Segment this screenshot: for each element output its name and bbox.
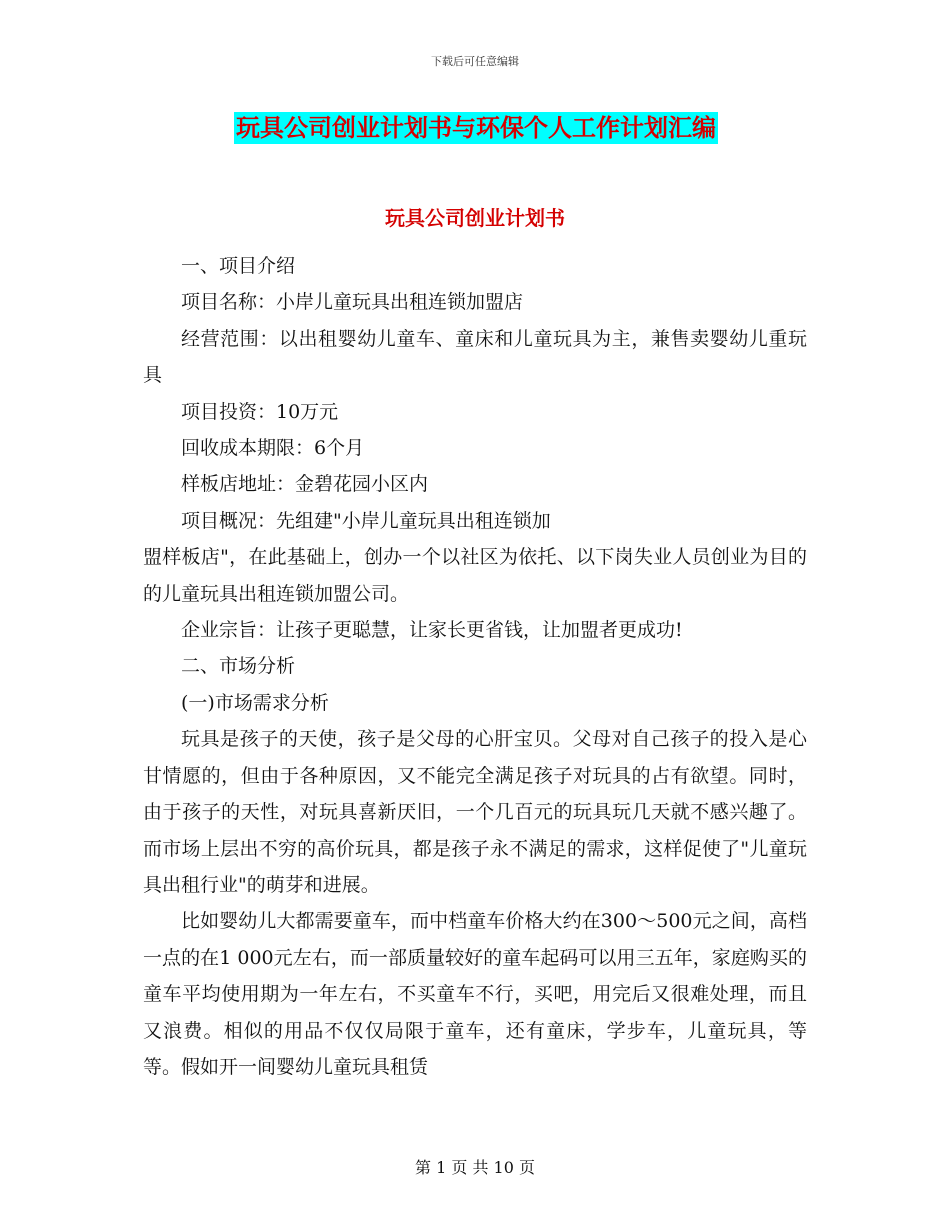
paragraph-stroller-example: 比如婴幼儿大都需要童车，而中档童车价格大约在300～500元之间，高档一点的在1 000元左右，而一部质量较好的童车起码可以用三五年，家庭购买的童车平均使用期为一年左右，不买童车不行，买吧，用完后又很难处理，而且又浪费。相似的用品不仅仅局限于童车，还有童床，学步车，儿童玩具，等等。假如开一间婴幼儿童玩具租赁 — [143, 910, 807, 1078]
paragraph-mission: 企业宗旨：让孩子更聪慧，让家长更省钱，让加盟者更成功! — [181, 619, 683, 642]
paragraph-project-name: 项目名称：小岸儿童玩具出租连锁加盟店 — [181, 291, 524, 314]
header-note: 下载后可任意编辑 — [431, 55, 519, 68]
paragraph-toys-intro: 玩具是孩子的天使，孩子是父母的心肝宝贝。父母对自己孩子的投入是心甘情愿的，但由于各种原因，又不能完全满足孩子对玩具的占有欲望。同时，由于孩子的天性，对玩具喜新厌旧，一个几百元的玩具玩几天就不感兴趣了。而市场上层出不穷的高价玩具，都是孩子永不满足的需求，这样促使了"儿童玩具出租行业"的萌芽和进展。 — [143, 728, 807, 896]
page-footer: 第 1 页 共 10 页 — [415, 1158, 535, 1177]
paragraph-overview-cont: 盟样板店"，在此基础上，创办一个以社区为依托、以下岗失业人员创业为目的的儿童玩具出租连锁加盟公司。 — [143, 546, 807, 605]
paragraph-investment: 项目投资：10万元 — [181, 400, 339, 423]
paragraph-overview: 项目概况：先组建"小岸儿童玩具出租连锁加 — [181, 509, 551, 532]
paragraph-payback-period: 回收成本期限：6个月 — [181, 437, 365, 460]
heading-market-analysis: 二、市场分析 — [181, 655, 296, 678]
heading-project-intro: 一、项目介绍 — [181, 255, 296, 277]
heading-demand-analysis: (一)市场需求分析 — [181, 691, 329, 714]
document-title: 玩具公司创业计划书与环保个人工作计划汇编 — [236, 114, 716, 142]
body-text — [143, 248, 807, 1085]
section-title: 玩具公司创业计划书 — [385, 206, 565, 230]
paragraph-store-address: 样板店地址：金碧花园小区内 — [181, 473, 429, 496]
paragraph-business-scope: 经营范围：以出租婴幼儿童车、童床和儿童玩具为主，兼售卖婴幼儿重玩具 — [143, 327, 807, 387]
